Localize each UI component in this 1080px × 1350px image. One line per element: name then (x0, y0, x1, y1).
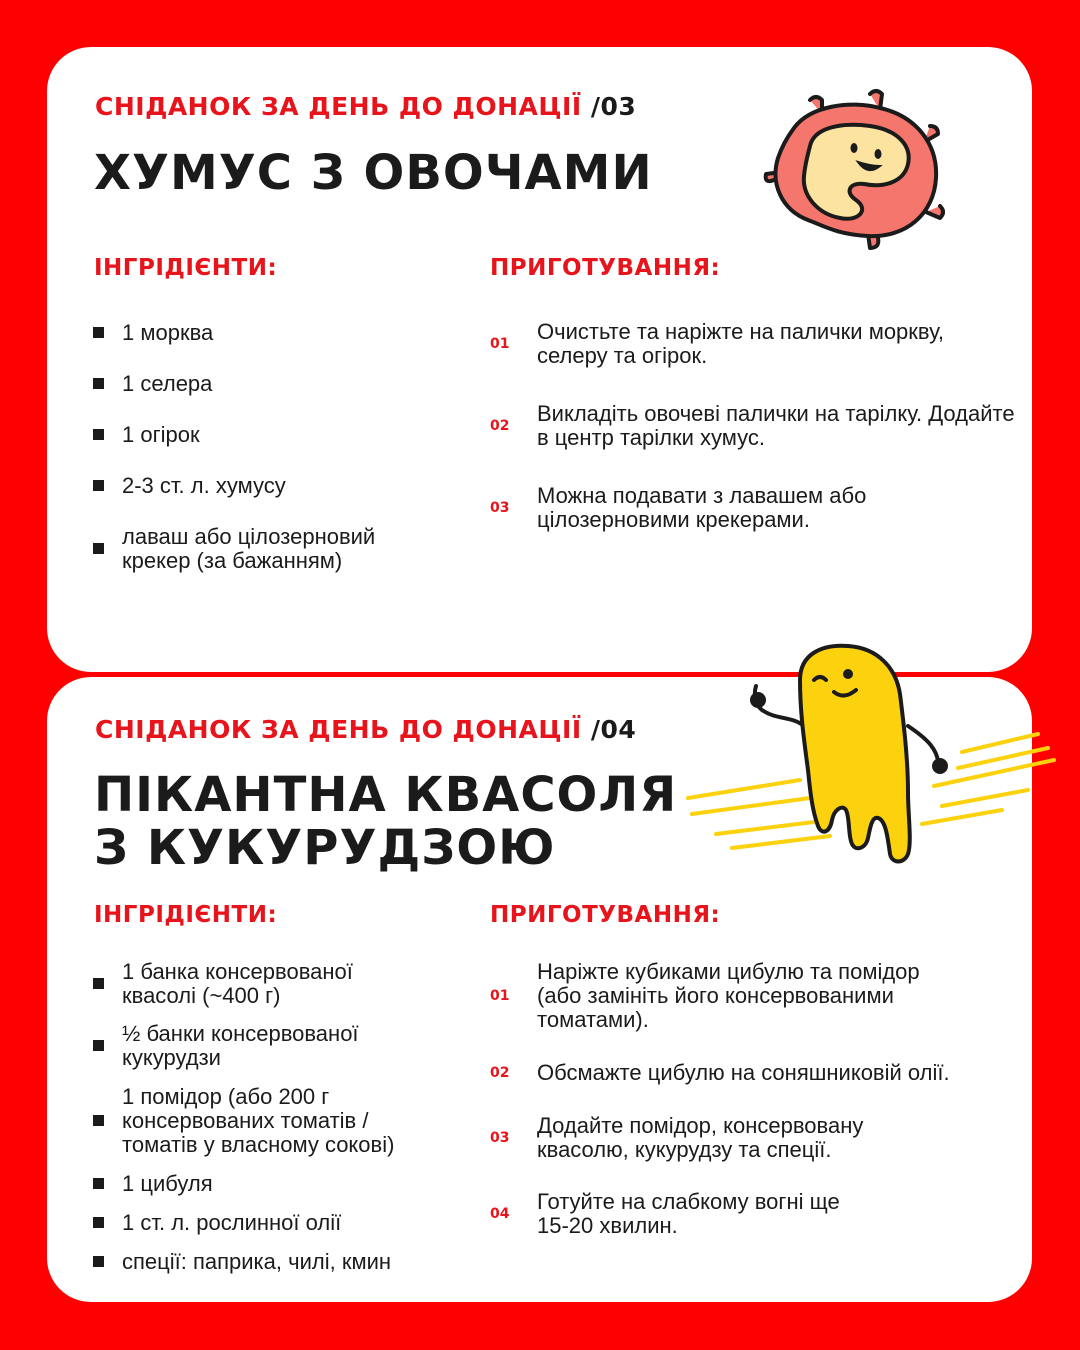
bullet-icon (93, 1217, 104, 1228)
step-item: 01 Наріжте кубиками цибулю та помідор (або замініть його консервованими томатами). (490, 959, 920, 1032)
ingredients-heading: ІНГРІДІЄНТИ: (94, 902, 278, 928)
ingredient-item: ½ банки консервованої кукурудзи (93, 1022, 423, 1070)
kicker-text: СНІДАНОК ЗА ДЕНЬ ДО ДОНАЦІЇ (95, 715, 582, 744)
ingredients-heading: ІНГРІДІЄНТИ: (94, 255, 278, 281)
recipe-title (94, 769, 677, 875)
bullet-icon (93, 378, 104, 389)
step-item: 02 Обсмажте цибулю на соняшниковій олії. (490, 1060, 950, 1085)
step-number: 02 (490, 1065, 510, 1081)
ingredient-item: 1 банка консервованої квасолі (~400 г) (93, 960, 423, 1008)
step-item: 01 Очистьте та наріжте на палички моркву, селеру та огірок. (490, 319, 945, 368)
steps-heading: ПРИГОТУВАННЯ: (490, 255, 721, 281)
bullet-icon (93, 978, 104, 989)
step-number: 02 (490, 418, 510, 434)
steps-heading: ПРИГОТУВАННЯ: (490, 902, 721, 928)
step-item: 03 Додайте помідор, консервовану квасолю, кукурудзу та спеції. (490, 1113, 864, 1162)
step-number: 01 (490, 988, 510, 1004)
step-number: 01 (490, 336, 510, 352)
recipe-kicker (95, 92, 636, 121)
step-item: 03 Можна подавати з лавашем або цілозерновими крекерами. (490, 483, 867, 532)
yellow-drop-mascot-icon (682, 640, 1058, 872)
title-line: ПІКАНТНА КВАСОЛЯ (94, 767, 678, 823)
recipe-number: /03 (590, 92, 637, 121)
recipe-kicker (95, 715, 636, 744)
kicker-text: СНІДАНОК ЗА ДЕНЬ ДО ДОНАЦІЇ (95, 92, 582, 121)
ingredient-item: 1 цибуля (93, 1172, 423, 1196)
bullet-icon (93, 1115, 104, 1126)
ingredient-item: 2-3 ст. л. хумусу (93, 474, 423, 498)
recipe-title (94, 147, 653, 200)
step-number: 03 (490, 1130, 510, 1146)
title-line: З КУКУРУДЗОЮ (94, 820, 556, 876)
ingredient-item: 1 огірок (93, 423, 423, 447)
bullet-icon (93, 1178, 104, 1189)
bullet-icon (93, 1040, 104, 1051)
step-item: 02 Викладіть овочеві палички на тарілку. Додайте в центр тарілки хумус. (490, 401, 1015, 450)
title-line: ХУМУС З ОВОЧАМИ (94, 145, 653, 201)
step-number: 04 (490, 1206, 510, 1222)
blood-cell-mascot-icon (760, 88, 960, 258)
ingredient-item: 1 ст. л. рослинної олії (93, 1211, 423, 1235)
ingredient-item: 1 селера (93, 372, 423, 396)
ingredient-item: спеції: паприка, чилі, кмин (93, 1250, 423, 1274)
ingredient-item: лаваш або цілозерновий крекер (за бажанням) (93, 525, 423, 573)
bullet-icon (93, 543, 104, 554)
bullet-icon (93, 480, 104, 491)
ingredient-item: 1 морква (93, 321, 423, 345)
recipe-number: /04 (590, 715, 637, 744)
step-number: 03 (490, 500, 510, 516)
step-item: 04 Готуйте на слабкому вогні ще 15-20 хвилин. (490, 1189, 840, 1238)
bullet-icon (93, 429, 104, 440)
bullet-icon (93, 1256, 104, 1267)
bullet-icon (93, 327, 104, 338)
ingredient-item: 1 помідор (або 200 г консервованих томатів / томатів у власному сокові) (93, 1085, 423, 1157)
